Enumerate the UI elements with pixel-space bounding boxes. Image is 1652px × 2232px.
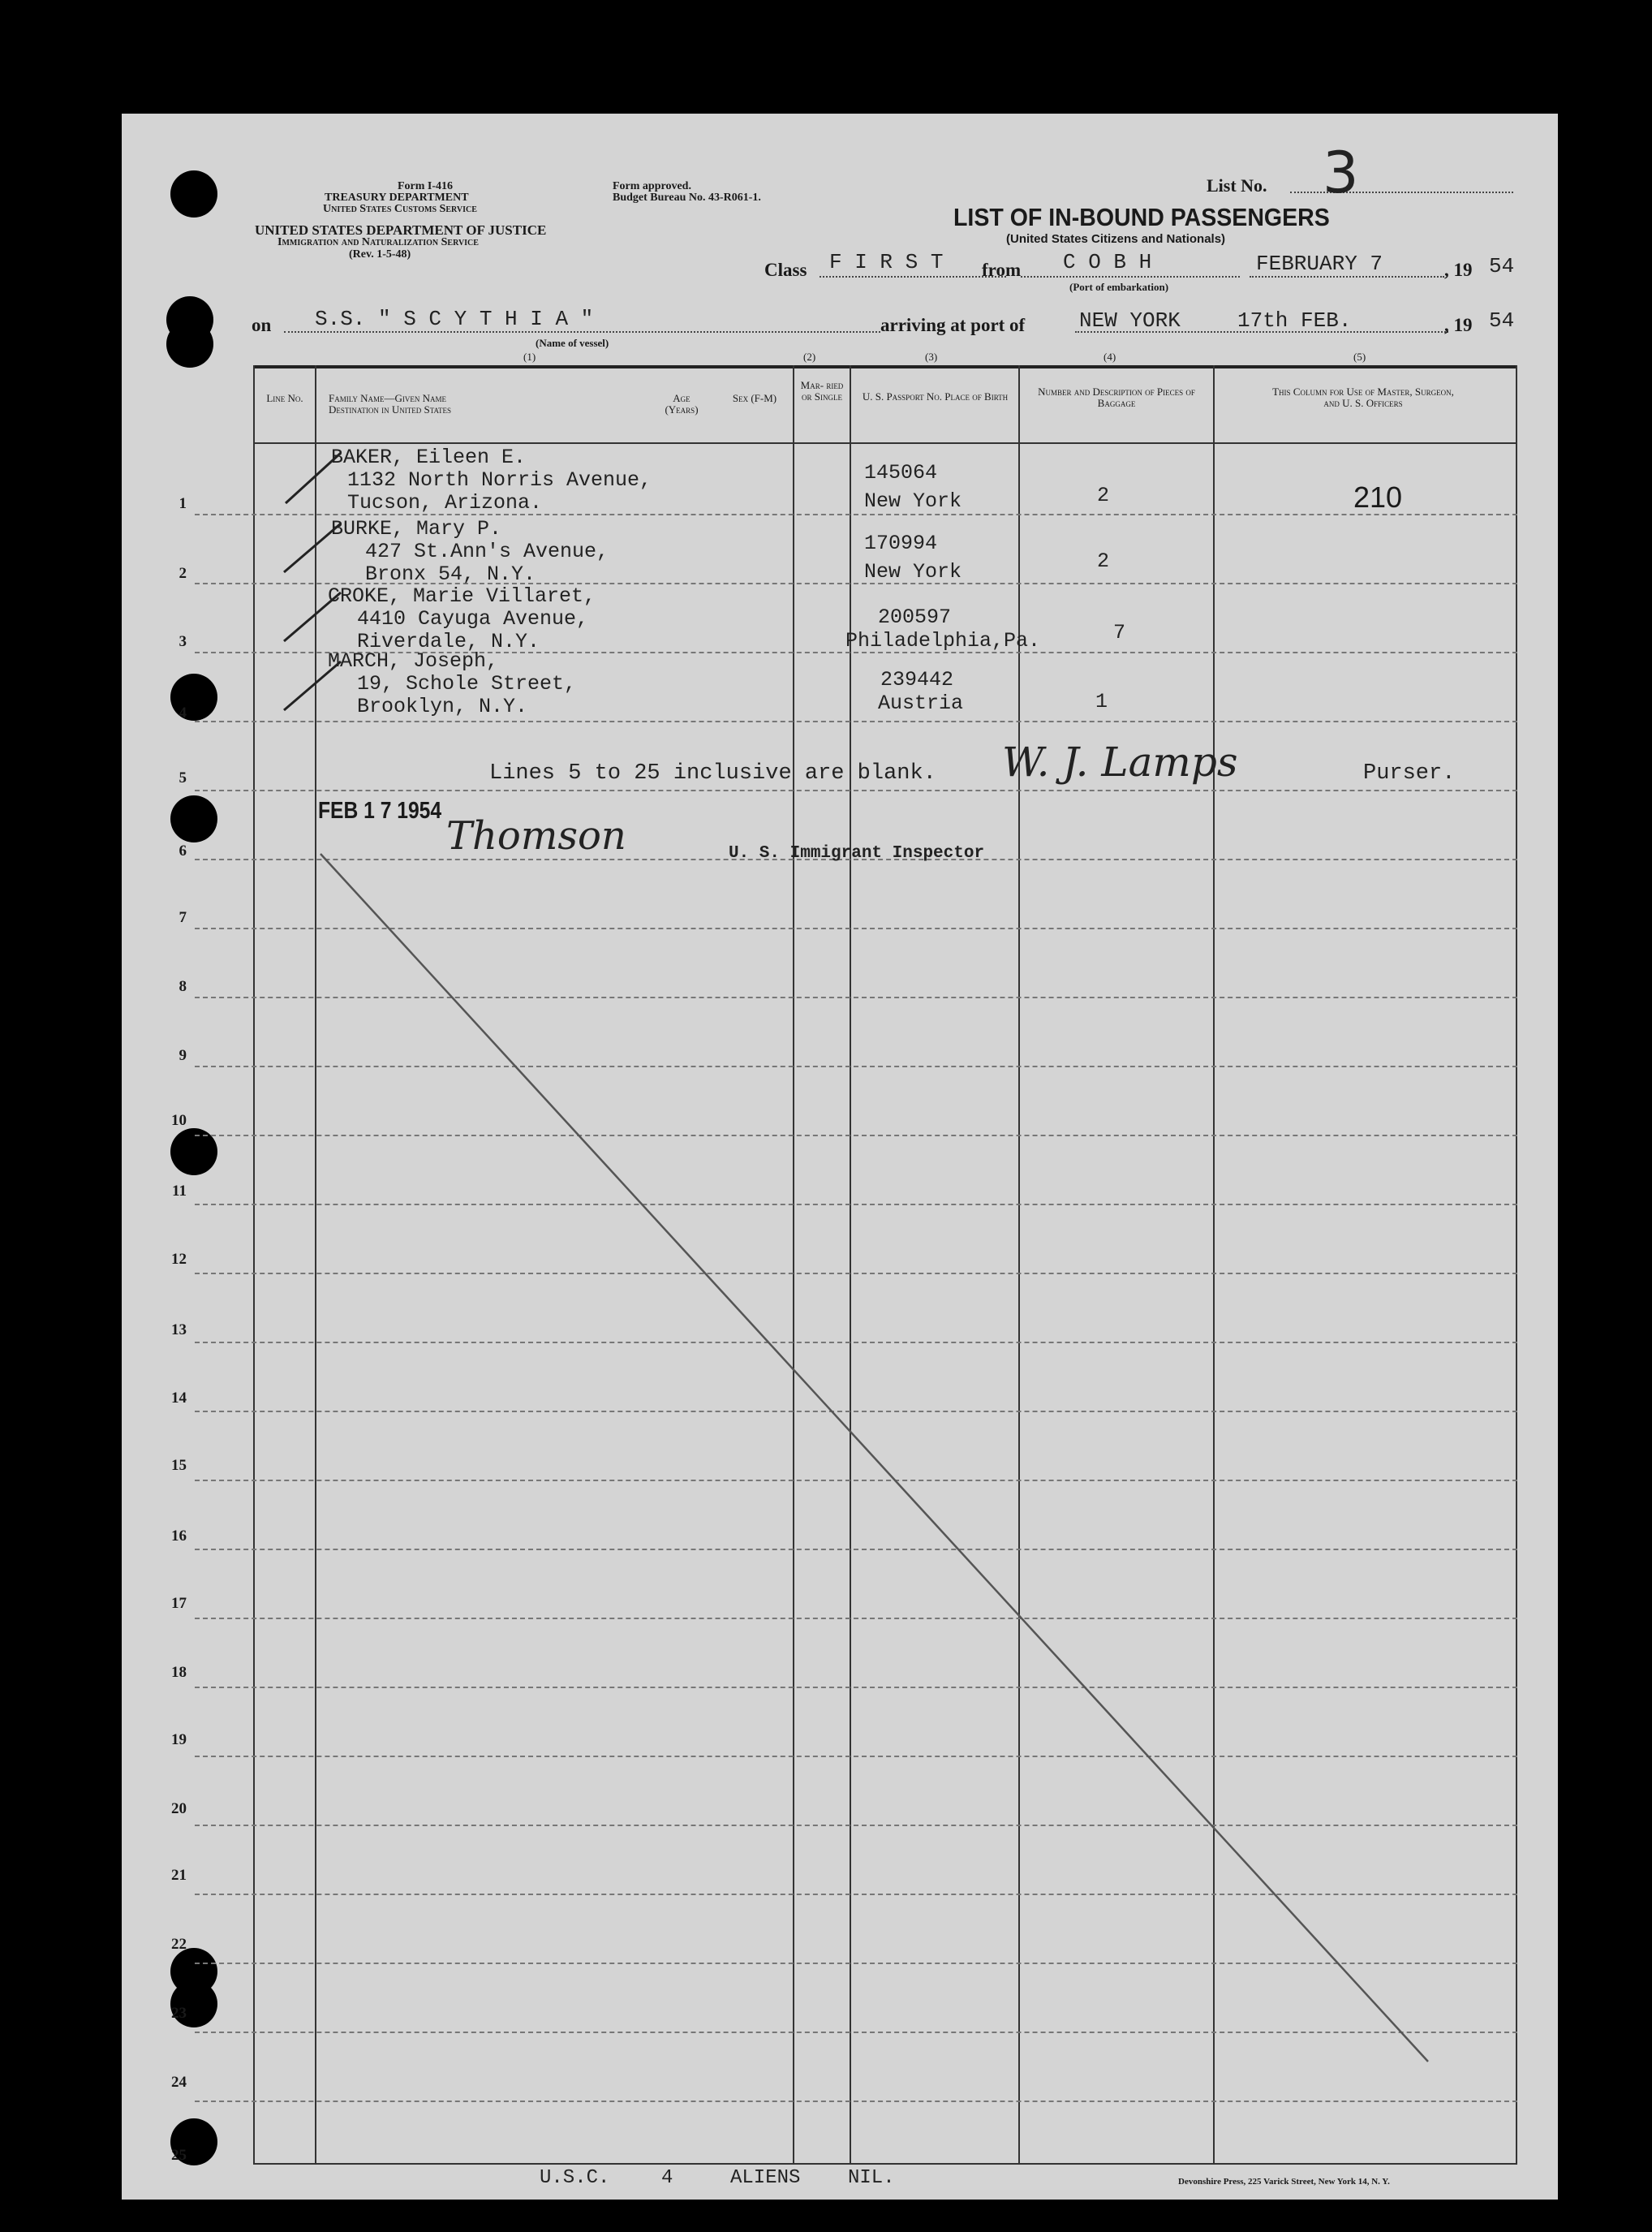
passenger-address: 19, Schole Street, — [357, 672, 577, 696]
birthplace: New York — [864, 560, 962, 584]
budget-bureau: Budget Bureau No. 43-R061-1. — [613, 192, 761, 204]
col-num-3: (3) — [925, 351, 938, 363]
passenger-name: CROKE, Marie Villaret, — [328, 584, 596, 608]
passenger-address: Tucson, Arizona. — [347, 491, 543, 515]
passenger-address: Bronx 54, N.Y. — [365, 562, 536, 586]
header-age: Age (Years) — [665, 392, 699, 416]
line-number: 22 — [171, 1936, 187, 1953]
header-officers: This Column for Use of Master, Surgeon, and U. S. Officers — [1272, 386, 1454, 409]
passport-number: 170994 — [864, 532, 938, 555]
passport-number: 200597 — [878, 605, 952, 629]
inspection-date-stamp: FEB 1 7 1954 — [318, 798, 442, 824]
on-label: on — [252, 315, 272, 335]
line-number: 17 — [171, 1595, 187, 1612]
col-num-5: (5) — [1353, 351, 1366, 363]
passenger-name: MARCH, Joseph, — [328, 649, 499, 673]
line-number: 10 — [171, 1112, 187, 1129]
passenger-name: BAKER, Eileen E. — [331, 446, 527, 469]
class-label: Class — [764, 260, 807, 280]
inspector-signature: Thomson — [446, 813, 626, 859]
line-number: 7 — [179, 909, 187, 926]
form-approved: Form approved. — [613, 180, 691, 192]
blank-lines-note: Lines 5 to 25 inclusive are blank. — [489, 761, 936, 786]
line-number: 15 — [171, 1457, 187, 1474]
line-number: 18 — [171, 1664, 187, 1681]
printer-imprint: Devonshire Press, 225 Varick Street, New York 14, N. Y. — [1178, 2177, 1390, 2187]
line-number: 11 — [172, 1183, 187, 1200]
line-number: 2 — [179, 565, 187, 582]
birthplace: New York — [864, 489, 962, 513]
baggage-count: 2 — [1097, 484, 1110, 507]
year-value-1: 54 — [1489, 254, 1515, 278]
treasury-department: TREASURY DEPARTMENT — [325, 192, 469, 204]
form-subtitle: (United States Citizens and Nationals) — [1006, 232, 1226, 246]
baggage-count: 7 — [1113, 621, 1126, 644]
vessel-value: S.S. " S C Y T H I A " — [315, 307, 594, 331]
arrival-date-value: 17th FEB. — [1237, 308, 1352, 333]
birthplace: Philadelphia,Pa. — [845, 629, 1041, 653]
passenger-address: Riverdale, N.Y. — [357, 630, 540, 653]
check-mark — [286, 453, 341, 503]
vessel-note: (Name of vessel) — [536, 337, 609, 349]
line-number: 12 — [171, 1251, 187, 1268]
year-prefix-2: , 19 — [1444, 315, 1473, 335]
arriving-label: arriving at port of — [880, 315, 1026, 335]
line-number: 1 — [179, 495, 187, 512]
ins-service: Immigration and Naturalization Service — [277, 236, 479, 248]
footer-usc: U.S.C. — [540, 2167, 610, 2189]
line-number: 8 — [179, 978, 187, 995]
birthplace: Austria — [878, 692, 964, 715]
line-number: 13 — [171, 1321, 187, 1338]
passport-number: 239442 — [880, 668, 954, 692]
year-value-2: 54 — [1489, 308, 1515, 333]
col-num-2: (2) — [803, 351, 816, 363]
header-passport: U. S. Passport No. Place of Birth — [862, 390, 1009, 403]
passenger-address: Brooklyn, N.Y. — [357, 695, 528, 718]
passenger-address: 427 St.Ann's Avenue, — [365, 540, 609, 563]
passport-number: 145064 — [864, 461, 938, 485]
from-label: from — [982, 260, 1022, 280]
check-mark — [284, 592, 341, 641]
justice-department: UNITED STATES DEPARTMENT OF JUSTICE — [255, 222, 547, 238]
line-number: 20 — [171, 1800, 187, 1817]
header-line-no: Line No. — [266, 392, 303, 404]
line-number: 23 — [171, 2005, 187, 2022]
line-number: 14 — [171, 1390, 187, 1407]
purser-label: Purser. — [1363, 761, 1456, 786]
embark-date-value: FEBRUARY 7 — [1256, 252, 1383, 276]
line-number: 19 — [171, 1731, 187, 1748]
inspector-label: U. S. Immigrant Inspector — [729, 844, 985, 863]
footer-nil: NIL. — [848, 2167, 895, 2189]
line-number: 5 — [179, 769, 187, 786]
check-mark — [284, 524, 341, 572]
check-mark — [284, 661, 341, 710]
list-no-label: List No. — [1207, 175, 1267, 196]
line-number: 6 — [179, 842, 187, 860]
purser-signature: W. J. Lamps — [1002, 739, 1238, 786]
cancel-diagonal-line — [321, 854, 1428, 2062]
class-value: F I R S T — [829, 250, 944, 274]
passenger-address: 1132 North Norris Avenue, — [347, 468, 652, 492]
footer-aliens: ALIENS — [730, 2167, 801, 2189]
baggage-count: 1 — [1095, 690, 1108, 713]
passenger-address: 4410 Cayuga Avenue, — [357, 607, 589, 631]
line-number: 9 — [179, 1047, 187, 1064]
line-number: 16 — [171, 1527, 187, 1545]
line-number: 21 — [171, 1867, 187, 1884]
form-revision: (Rev. 1-5-48) — [349, 248, 411, 261]
port-embark-note: (Port of embarkation) — [1069, 281, 1169, 293]
from-value: C O B H — [1063, 250, 1152, 274]
form-number: Form I-416 — [398, 180, 454, 192]
baggage-count: 2 — [1097, 549, 1110, 573]
form-title: LIST OF IN-BOUND PASSENGERS — [953, 203, 1330, 231]
arrival-port-value: NEW YORK — [1079, 308, 1181, 333]
header-destination: Destination in United States — [329, 403, 452, 416]
line-number: 24 — [171, 2074, 187, 2091]
line-number: 4 — [179, 705, 187, 722]
list-no-value: 3 — [1323, 140, 1359, 206]
header-married: Mar- ried or Single — [800, 379, 844, 403]
line-number: 3 — [179, 633, 187, 650]
passenger-name: BURKE, Mary P. — [331, 517, 502, 541]
header-sex: Sex (F-M) — [732, 392, 777, 404]
footer-count: 4 — [661, 2167, 673, 2189]
header-name: Family Name—Given Name — [329, 392, 446, 404]
header-baggage: Number and Description of Pieces of Baggage — [1038, 386, 1195, 409]
col-num-4: (4) — [1103, 351, 1116, 363]
customs-service: United States Customs Service — [323, 203, 477, 215]
line-number: 25 — [171, 2147, 187, 2164]
year-prefix-1: , 19 — [1444, 260, 1473, 280]
col-num-1: (1) — [523, 351, 536, 363]
officer-note: 210 — [1353, 480, 1403, 514]
